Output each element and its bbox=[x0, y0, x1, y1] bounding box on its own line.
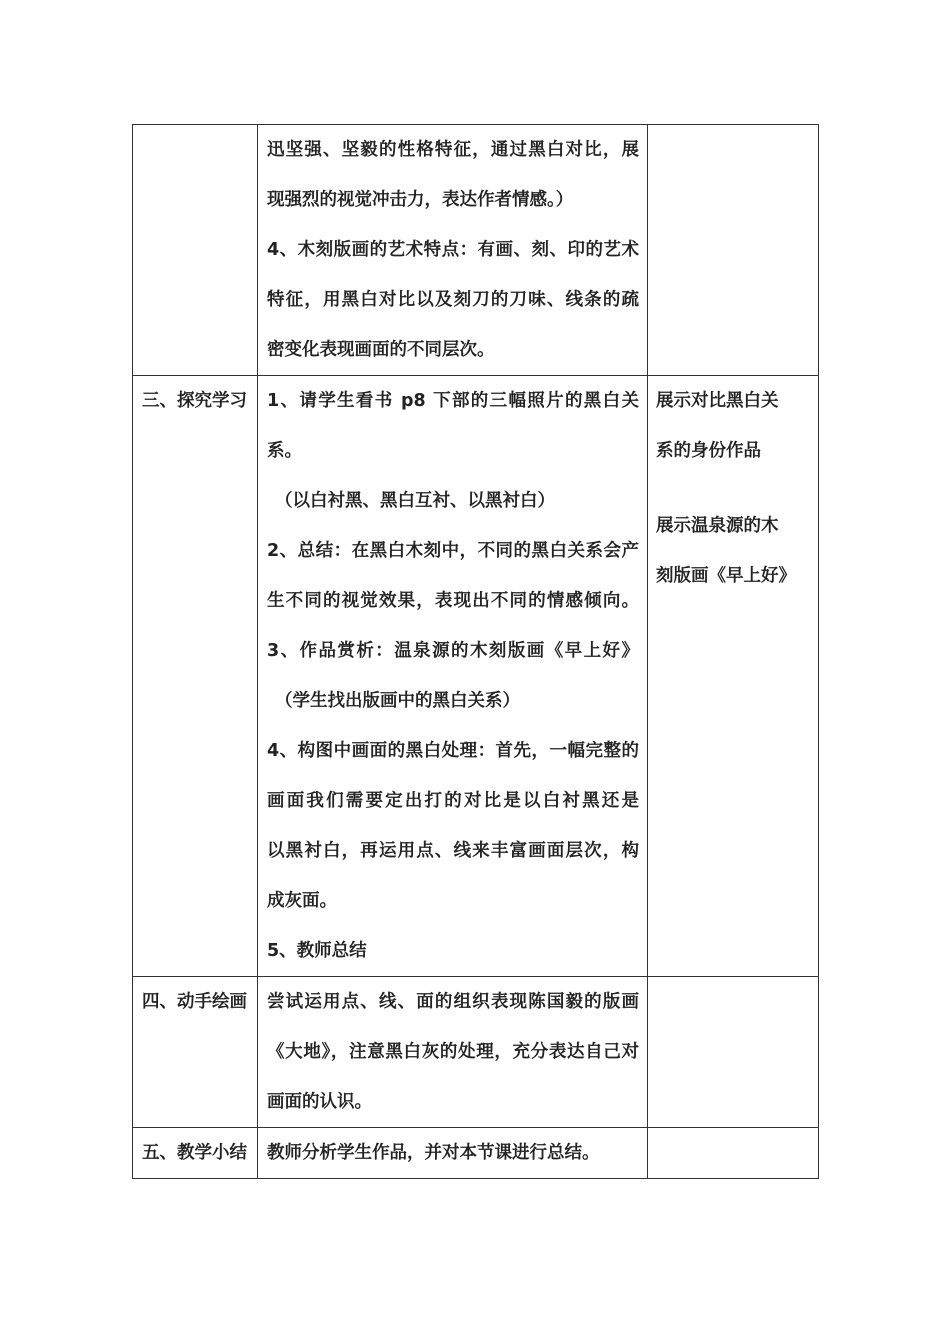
table-row-continuation bbox=[133, 125, 819, 376]
stage-cell bbox=[133, 1128, 258, 1179]
content-line: 画面的认识。 bbox=[267, 1092, 372, 1112]
aids-line: 展示温泉源的木 bbox=[656, 516, 779, 536]
content-line: 密变化表现画面的不同层次。 bbox=[267, 340, 495, 360]
content-line: 成灰面。 bbox=[267, 891, 337, 911]
aids-line: 刻版画《早上好》 bbox=[656, 566, 796, 586]
content-line: 以黑衬白，再运用点、线来丰富画面层次，构 bbox=[267, 841, 639, 861]
content-line: 系。 bbox=[267, 441, 302, 461]
lesson-plan-table bbox=[132, 124, 819, 1179]
stage-label: 三、探究学习 bbox=[142, 391, 247, 411]
content-line: 教师分析学生作品，并对本节课进行总结。 bbox=[267, 1143, 600, 1163]
content-line: 生不同的视觉效果，表现出不同的情感倾向。 bbox=[267, 591, 639, 611]
aids-line: 展示对比黑白关 bbox=[656, 391, 779, 411]
content-line: 5、教师总结 bbox=[267, 941, 367, 961]
content-line: （学生找出版画中的黑白关系） bbox=[275, 691, 520, 711]
stage-label: 四、动手绘画 bbox=[142, 992, 247, 1012]
spacer bbox=[656, 476, 818, 501]
content-line: 迅坚强、坚毅的性格特征，通过黑白对比，展 bbox=[267, 140, 639, 160]
content-line: 画面我们需要定出打的对比是以白衬黑还是 bbox=[267, 791, 639, 811]
table-row-drawing bbox=[133, 977, 819, 1128]
content-line: 1、请学生看书 p8 下部的三幅照片的黑白关 bbox=[267, 391, 639, 411]
aids-cell bbox=[648, 376, 819, 977]
aids-cell bbox=[648, 125, 819, 376]
content-line: 《大地》，注意黑白灰的处理，充分表达自己对 bbox=[267, 1042, 639, 1062]
aids-cell bbox=[648, 977, 819, 1128]
table-row-summary bbox=[133, 1128, 819, 1179]
content-line: 2、总结：在黑白木刻中，不同的黑白关系会产 bbox=[267, 541, 639, 561]
stage-cell bbox=[133, 125, 258, 376]
content-line: 4、木刻版画的艺术特点：有画、刻、印的艺术 bbox=[267, 240, 639, 260]
content-line: 4、构图中画面的黑白处理：首先，一幅完整的 bbox=[267, 741, 639, 761]
content-line: 尝试运用点、线、面的组织表现陈国毅的版画 bbox=[267, 992, 639, 1012]
content-cell bbox=[258, 977, 648, 1128]
content-line: 现强烈的视觉冲击力，表达作者情感。） bbox=[267, 190, 574, 210]
content-line: （以白衬黑、黑白互衬、以黑衬白） bbox=[275, 491, 555, 511]
content-cell bbox=[258, 1128, 648, 1179]
stage-cell bbox=[133, 376, 258, 977]
aids-line: 系的身份作品 bbox=[656, 441, 761, 461]
content-cell bbox=[258, 125, 648, 376]
content-line: 3、作品赏析：温泉源的木刻版画《早上好》 bbox=[267, 641, 639, 661]
content-line: 特征，用黑白对比以及刻刀的刀味、线条的疏 bbox=[267, 290, 639, 310]
stage-label: 五、教学小结 bbox=[142, 1143, 247, 1163]
content-cell bbox=[258, 376, 648, 977]
stage-cell bbox=[133, 977, 258, 1128]
table-row-explore bbox=[133, 376, 819, 977]
aids-cell bbox=[648, 1128, 819, 1179]
